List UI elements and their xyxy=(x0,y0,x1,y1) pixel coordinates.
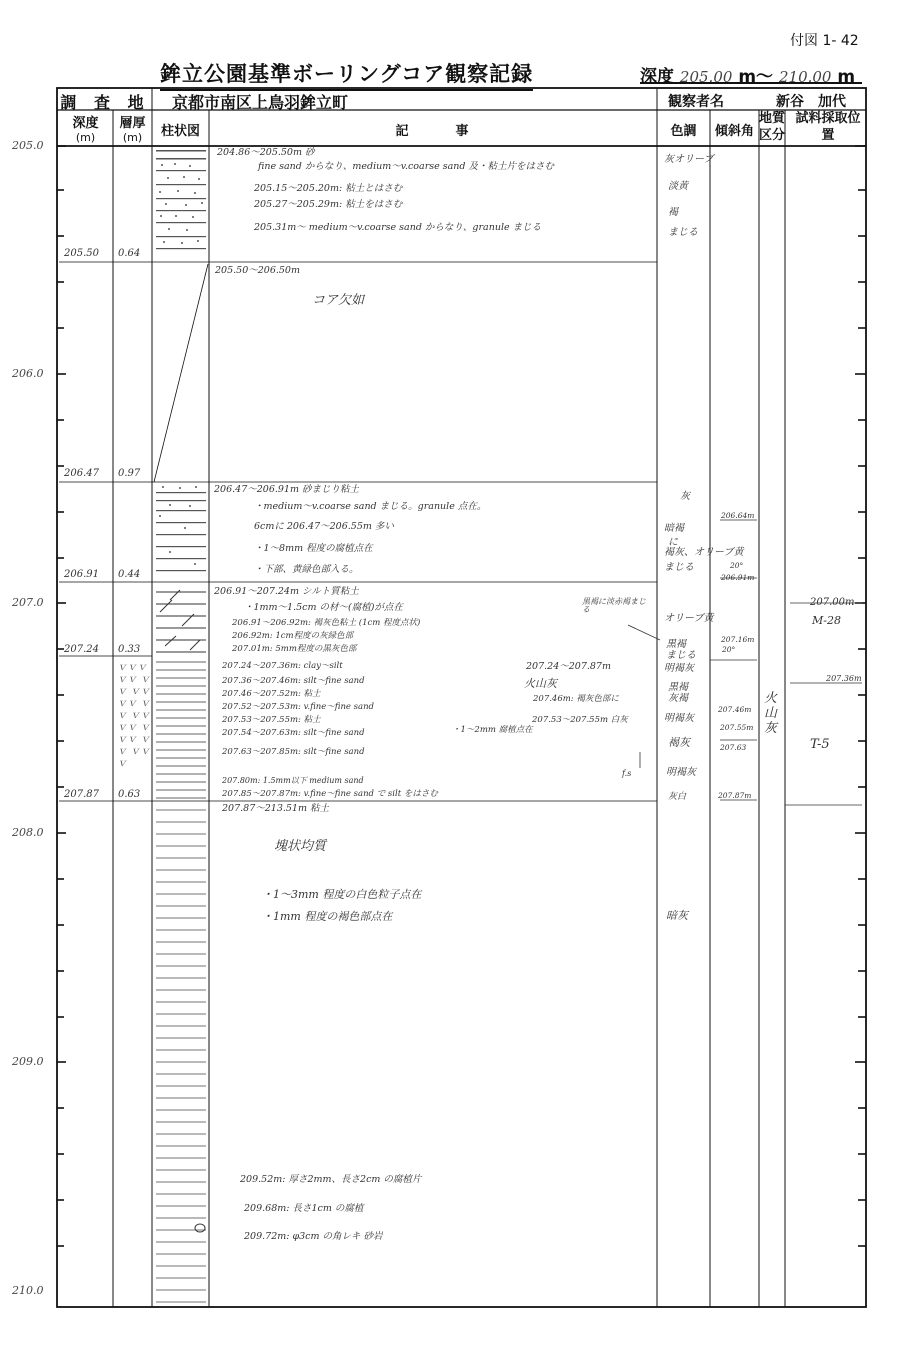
survey-site-value: 京都市南区上鳥羽鉾立町 xyxy=(172,93,349,112)
column-col-header: 柱状図 xyxy=(160,124,200,139)
sample-depth: 207.36m xyxy=(826,674,862,683)
dip-col-header: 傾斜角 xyxy=(714,124,754,139)
note: 204.86〜205.50m 砂 xyxy=(217,147,315,158)
color-value: に xyxy=(668,537,678,548)
color-value: 黒褐 xyxy=(666,639,686,650)
thickness-col-unit: (m) xyxy=(122,131,143,144)
color-value: 褐 xyxy=(668,207,678,218)
note: 209.72m: φ3cm の角レキ 砂岩 xyxy=(244,1231,383,1242)
depth-scale-210: 210.0 xyxy=(12,1284,44,1297)
layer-thickness: 0.33 xyxy=(118,644,141,655)
depth-scale-205: 205.0 xyxy=(12,139,44,152)
note: f.s xyxy=(622,769,632,778)
sample-depth: 207.00m xyxy=(810,597,855,608)
color-value: まじる xyxy=(664,562,694,573)
color-value: 灰 xyxy=(680,491,690,502)
color-col-header: 色調 xyxy=(670,124,697,139)
layer-depth: 206.47 xyxy=(64,468,99,479)
layer-thickness: 0.44 xyxy=(118,569,141,580)
note: 209.68m: 長さ1cm の腐植 xyxy=(244,1203,364,1214)
note: 207.87〜213.51m 粘土 xyxy=(222,803,330,814)
note: 207.01m: 5mm程度の黒灰色部 xyxy=(232,644,357,654)
color-value: 灰オリーブ xyxy=(664,154,714,165)
color-value: 灰褐 xyxy=(668,693,688,704)
dip-value: 207.63 xyxy=(720,743,747,752)
note: fine sand からなり、medium〜v.coarse sand 及・粘土片をはさむ xyxy=(258,161,555,172)
document-title: 鉾立公園基準ボーリングコア観察記録 xyxy=(160,58,533,91)
note: ・1mm〜1.5cm の材〜(腐植)が点在 xyxy=(244,602,403,613)
layer-thickness: 0.63 xyxy=(118,789,141,800)
color-value: 暗褐 xyxy=(664,523,684,534)
page-number: 付図 1- 42 xyxy=(790,33,859,49)
depth-col-unit: (m) xyxy=(75,131,96,144)
note: 207.85〜207.87m: v.fine〜fine sand で silt をはさむ xyxy=(222,789,438,799)
geo-class-value: 火山灰 xyxy=(764,691,778,736)
depth-scale-207: 207.0 xyxy=(12,596,44,609)
depth-scale-208: 208.0 xyxy=(12,826,44,839)
color-value: 暗灰 xyxy=(666,909,688,922)
note: 205.15〜205.20m: 粘土とはさむ xyxy=(254,183,403,194)
note: 207.24〜207.36m: clay〜silt xyxy=(222,661,343,671)
note: 火山灰 xyxy=(524,677,557,690)
color-value: 明褐灰 xyxy=(664,713,694,724)
note: 205.31m〜 medium〜v.coarse sand からなり、granule まじる xyxy=(254,222,542,233)
dip-value: 207.16m xyxy=(721,635,755,644)
note: 206.92m: 1cm程度の灰緑色部 xyxy=(232,631,354,641)
note: 209.52m: 厚さ2mm、長さ2cm の腐植片 xyxy=(240,1174,422,1185)
color-value: オリーブ黄 xyxy=(664,613,714,624)
geo-class-col-header: 地質区分 xyxy=(759,111,786,143)
clay-pattern xyxy=(156,810,206,1302)
color-value: 褐灰、オリーブ黄 xyxy=(664,547,744,558)
note: 207.24〜207.87m xyxy=(526,661,611,672)
note: 207.53〜207.55m: 粘土 xyxy=(222,715,321,725)
depth-scale-209: 209.0 xyxy=(12,1055,44,1068)
note: 206.47〜206.91m 砂まじり粘土 xyxy=(214,484,360,495)
dip-value: 206.91m xyxy=(721,573,755,582)
note: ・medium〜v.coarse sand まじる。granule 点在。 xyxy=(254,501,487,512)
note: 塊状均質 xyxy=(274,839,327,854)
observer-label: 観察者名 xyxy=(668,94,724,110)
note: 205.27〜205.29m: 粘土をはさむ xyxy=(254,199,403,210)
layer-depth: 205.50 xyxy=(64,248,99,259)
note: 206.91〜206.92m: 褐灰色粘土 (1cm 程度点状) xyxy=(232,618,421,628)
notes-col-header: 記 事 xyxy=(395,124,471,139)
observer-name: 新谷 加代 xyxy=(776,94,846,110)
dip-value: 20° xyxy=(730,561,744,570)
note: 黒褐に淡赤褐まじる xyxy=(582,597,646,614)
layer-depth: 207.87 xyxy=(64,789,99,800)
note: 205.50〜206.50m xyxy=(215,265,300,276)
note: ・1〜2mm 腐植点在 xyxy=(452,725,533,735)
depth-range-label: 深度 xyxy=(640,67,674,87)
sand-pattern xyxy=(156,150,206,249)
sample-id: T-5 xyxy=(810,737,830,752)
depth-range-to: 210.00 xyxy=(778,68,832,86)
dip-value: 20° xyxy=(722,645,736,654)
gravel-symbol xyxy=(195,1224,205,1232)
depth-col-header xyxy=(58,112,113,144)
color-value: 灰白 xyxy=(668,792,687,802)
layer-depth: 207.24 xyxy=(64,644,99,655)
note: 207.52〜207.53m: v.fine〜fine sand xyxy=(222,702,374,712)
note: ・1mm 程度の褐色部点在 xyxy=(262,910,393,923)
color-value: 褐灰 xyxy=(668,736,690,749)
color-value: まじる xyxy=(666,650,696,661)
dip-value: 206.64m xyxy=(721,511,755,520)
dip-value: 207.46m xyxy=(718,705,752,714)
color-value: まじる xyxy=(668,227,698,238)
depth-range-unit1: m〜 xyxy=(738,67,774,87)
layer-depth: 206.91 xyxy=(64,569,99,580)
layer-thickness: 0.64 xyxy=(118,248,141,259)
survey-site-label: 調 査 地 xyxy=(60,93,150,112)
layer-thickness: 0.97 xyxy=(118,468,141,479)
color-value: 明褐灰 xyxy=(664,663,694,674)
note: 207.80m: 1.5mm以下 medium sand xyxy=(222,776,364,785)
note: 207.54〜207.63m: silt〜fine sand xyxy=(222,728,365,738)
note: ・下部、黄緑色部入る。 xyxy=(254,564,359,575)
note: 6cmに 206.47〜206.55m 多い xyxy=(254,521,394,532)
dip-value: 207.87m xyxy=(718,791,752,800)
color-value: 明褐灰 xyxy=(666,767,696,778)
note: 207.53〜207.55m 白灰 xyxy=(532,715,628,725)
color-value: 黒褐 xyxy=(668,682,688,693)
note: 207.46m: 褐灰色部に xyxy=(533,694,619,704)
note: ・1〜3mm 程度の白色粒子点在 xyxy=(262,888,422,901)
note: 207.63〜207.85m: silt〜fine sand xyxy=(222,747,365,757)
sample-col-header: 試料採取位置 xyxy=(795,111,861,143)
thickness-col-label: 層厚 xyxy=(119,116,146,131)
thickness-col-header xyxy=(113,112,152,144)
dip-value: 207.55m xyxy=(720,723,754,732)
depth-range-unit2: m xyxy=(837,67,856,87)
note: 206.91〜207.24m シルト質粘土 xyxy=(214,586,359,597)
note: 207.36〜207.46m: silt〜fine sand xyxy=(222,676,365,686)
depth-scale-206: 206.0 xyxy=(12,367,44,380)
depth-col-label: 深度 xyxy=(72,116,99,131)
note: コア欠如 xyxy=(312,293,365,308)
depth-range-from: 205.00 xyxy=(679,68,733,86)
note: 207.46〜207.52m: 粘土 xyxy=(222,689,321,699)
sample-id: M-28 xyxy=(812,614,841,627)
note: ・1〜8mm 程度の腐植点在 xyxy=(254,543,373,554)
ash-v-symbols: ｖｖｖ ｖｖ ｖｖ ｖｖ ｖｖ ｖｖ ｖｖ ｖｖ ｖｖｖ ｖｖ ｖｖｖ xyxy=(117,662,151,769)
color-value: 淡黄 xyxy=(668,181,688,192)
